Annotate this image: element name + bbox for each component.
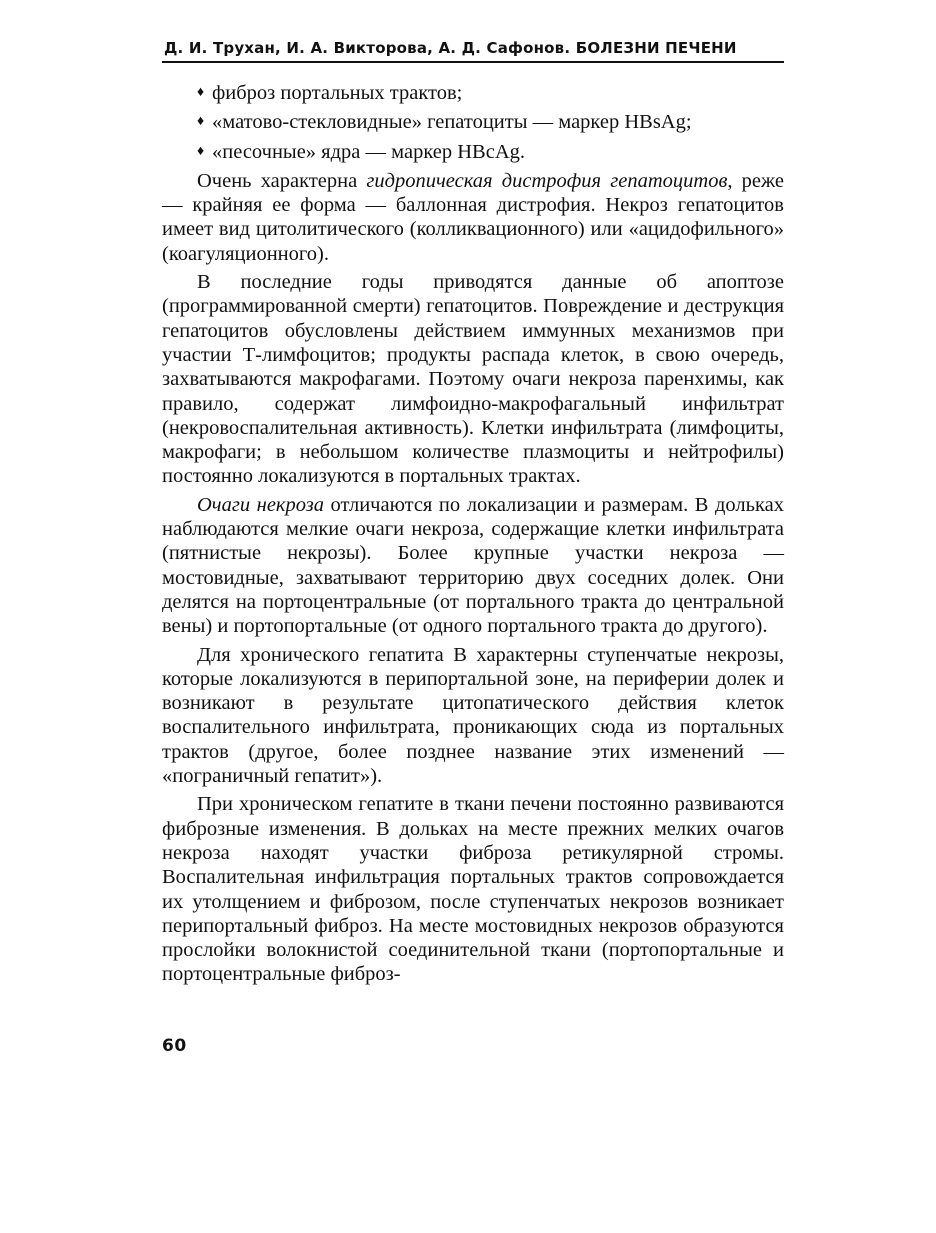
page-content xyxy=(162,38,784,991)
running-head: Д. И. Трухан, И. А. Викторова, А. Д. Сафонов. БОЛЕЗНИ ПЕЧЕНИ xyxy=(164,39,737,57)
diamond-bullet-icon: ♦ xyxy=(197,85,205,100)
paragraph-text: Очень характерна xyxy=(197,169,367,192)
list-item-text: «матово-стекловидные» гепатоциты — маркер HBsAg; xyxy=(212,111,692,134)
paragraph-fibrosis: При хроническом гепатите в ткани печени постоянно развиваются фиброзные изменения. В дольках на месте прежних мелких очагов некроза находят участки фиброза ретикулярной стромы. Воспалительная инфильтрация портальных трактов сопровождается их утолщением и фиброзом, после ступенчатых некрозов возникает перипортальный фиброз. На месте мостовидных некрозов образуются прослойки волокнистой соединительной ткани (портопортальные и портоцентральные фиброз- xyxy=(162,793,784,986)
italic-term: Очаги некроза xyxy=(197,493,324,516)
list-item-text: фиброз портальных трактов; xyxy=(212,82,463,104)
list-item-text: «песочные» ядра — маркер HBcAg. xyxy=(212,140,525,163)
paragraph-apoptosis: В последние годы приводятся данные об апоптозе (программированной смерти) гепатоцитов. Повреждение и деструкция гепатоцитов обусловлены действием иммунных механизмов при участии Т-лимфоцитов; продукты распада клеток, в свою очередь, захватываются макрофагами. Поэтому очаги некроза паренхимы, как правило, содержат лимфоидно-макрофагальный инфильтрат (некровоспалительная активность). Клетки инфильтрата (лимфоциты, макрофаги; в небольшом количестве плазмоциты и нейтрофилы) постоянно локализуются в портальных трактах. xyxy=(162,271,784,488)
page-number: 60 xyxy=(162,1036,187,1056)
body-text xyxy=(162,81,784,987)
list-item xyxy=(162,110,784,134)
paragraph-hepatitis-b: Для хронического гепатита В характерны ступенчатые некрозы, которые локализуются в перипортальной зоне, на периферии долек и возникают в результате цитопатического действия клеток воспалительного инфильтрата, проникающих сюда из портальных трактов (другое, более позднее название этих изменений — «пограничный гепатит»). xyxy=(162,643,784,788)
bullet-list xyxy=(162,81,784,164)
list-item xyxy=(162,81,784,105)
diamond-bullet-icon: ♦ xyxy=(197,143,205,159)
paragraph-dystrophy xyxy=(162,169,784,266)
paragraph-text: отличаются по локализации и размерам. В дольках наблюдаются мелкие очаги некроза, содержащие клетки инфильтрата (пятнистые некрозы). Более крупные участки некроза — мостовидные, захватывают территорию двух соседних долек. Они делятся на портоцентральные (от портального тракта до центральной вены) и портопортальные (от одного портального тракта до другого). xyxy=(162,493,784,638)
paragraph-necrosis-foci xyxy=(162,493,784,639)
italic-term: гидропическая дистрофия гепатоцитов xyxy=(366,169,728,192)
diamond-bullet-icon: ♦ xyxy=(197,114,205,130)
paragraph-text: , реже — крайняя ее форма — баллонная дистрофия. Некроз гепатоцитов имеет вид цитолитического (колликвационного) или «ацидофильного» (коагуляционного). xyxy=(162,169,784,265)
header-rule xyxy=(162,61,784,63)
list-item xyxy=(162,140,784,164)
